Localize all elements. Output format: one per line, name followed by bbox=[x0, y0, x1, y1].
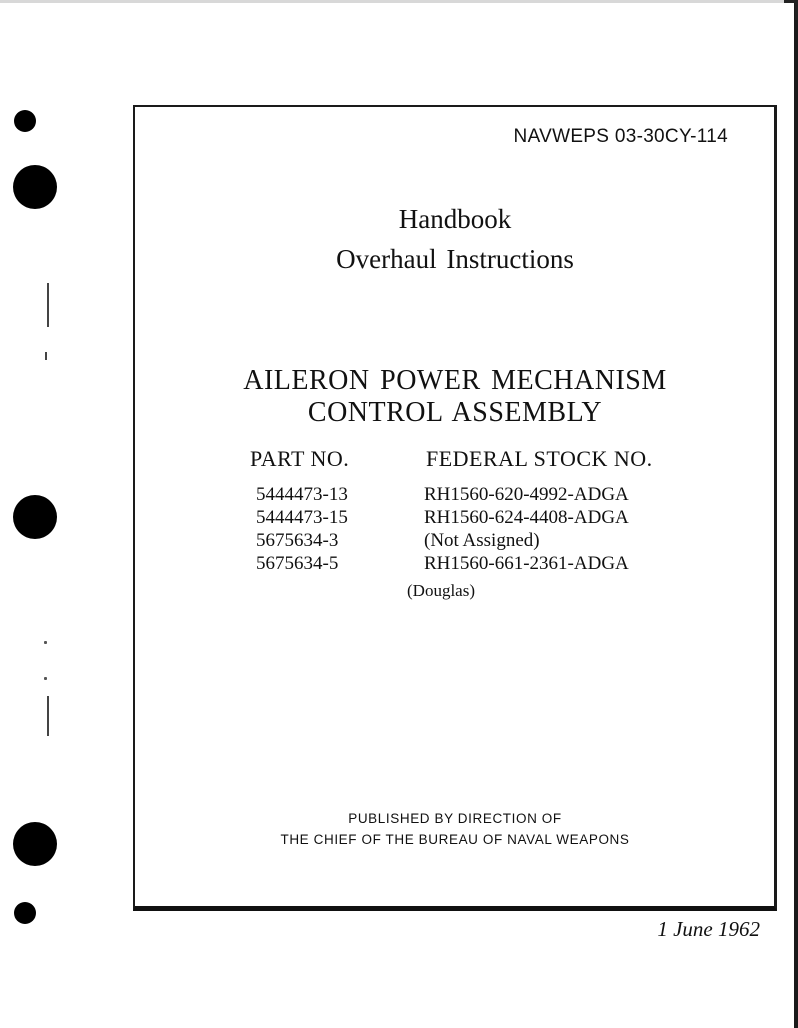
document-type: Handbook bbox=[398, 204, 512, 234]
stock-number-cell: (Not Assigned) bbox=[424, 530, 540, 551]
page-corner-mark bbox=[784, 0, 798, 20]
part-number-header: PART NO. bbox=[250, 446, 350, 471]
binder-hole bbox=[13, 165, 57, 209]
part-number-cell: 5444473-15 bbox=[256, 507, 348, 528]
page-top-edge bbox=[0, 0, 798, 3]
stock-number-cell: RH1560-624-4408-ADGA bbox=[424, 507, 629, 528]
margin-mark bbox=[44, 641, 47, 644]
margin-mark bbox=[47, 283, 49, 327]
publication-authority-line1: PUBLISHED BY DIRECTION OF bbox=[348, 811, 562, 826]
binder-hole bbox=[14, 902, 36, 924]
federal-stock-number-header: FEDERAL STOCK NO. bbox=[426, 446, 653, 471]
binder-hole bbox=[13, 495, 57, 539]
margin-mark bbox=[45, 352, 47, 360]
stock-number-cell: RH1560-620-4992-ADGA bbox=[424, 484, 629, 505]
margin-mark bbox=[47, 696, 49, 736]
document-number: NAVWEPS 03-30CY-114 bbox=[513, 126, 728, 147]
part-number-cell: 5675634-3 bbox=[256, 530, 339, 551]
subject-title-line2: CONTROL ASSEMBLY bbox=[307, 397, 603, 428]
part-number-cell: 5444473-13 bbox=[256, 484, 348, 505]
part-number-cell: 5675634-5 bbox=[256, 553, 339, 574]
publication-authority-line2: THE CHIEF OF THE BUREAU OF NAVAL WEAPONS bbox=[280, 832, 630, 847]
publication-date: 1 June 1962 bbox=[657, 917, 760, 941]
publication-authority bbox=[133, 808, 777, 850]
subject-title-line1: AILERON POWER MECHANISM bbox=[243, 365, 667, 396]
binder-hole bbox=[13, 822, 57, 866]
stock-number-cell: RH1560-661-2361-ADGA bbox=[424, 553, 629, 574]
document-subtitle: Overhaul Instructions bbox=[336, 244, 574, 274]
binder-hole bbox=[14, 110, 36, 132]
subject-title bbox=[133, 365, 777, 429]
page-right-edge bbox=[794, 0, 798, 1028]
margin-mark bbox=[44, 677, 47, 680]
manufacturer-label: (Douglas) bbox=[407, 581, 475, 600]
